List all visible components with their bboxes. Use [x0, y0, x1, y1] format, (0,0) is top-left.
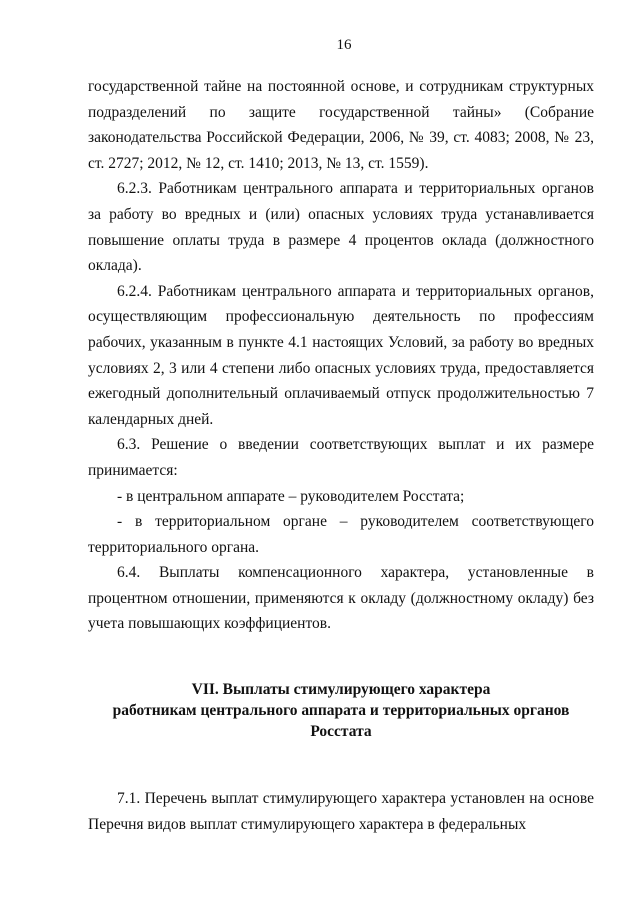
paragraph-continuation: государственной тайне на постоянной основе, и сотрудникам структурных подразделений по защите государственной тайны» (Собрание законодательства Российской Федерации, 2006, № 39, ст. 4083; 2008, № 23, ст. 2727; 2012, № 12, ст. 1410; 2013, № 13, ст. 1559).	[88, 78, 594, 172]
spacer	[88, 637, 594, 679]
list-item-central-apparatus: - в центральном аппарате – руководителем Росстата;	[117, 487, 465, 505]
paragraph-6-2-3: 6.2.3. Работникам центрального аппарата и территориальных органов за работу во вредных и (или) опасных условиях труда устанавливается повышение оплаты труда в размере 4 процентов оклада (должностного оклада).	[88, 180, 594, 275]
paragraph-6-3: 6.3. Решение о введении соответствующих выплат и их размере принимается:	[88, 436, 594, 479]
list-item-territorial-body: - в территориальном органе – руководителем соответствующего территориального органа.	[88, 513, 594, 556]
section-heading-line-1: VII. Выплаты стимулирующего характера	[191, 681, 491, 699]
section-heading	[88, 679, 594, 742]
paragraph-6-2-4: 6.2.4. Работникам центрального аппарата и территориальных органов, осуществляющим профессиональную деятельность по профессиям рабочих, указанным в пункте 4.1 настоящих Условий, за работу во вредных условиях 2, 3 или 4 степени либо опасных условиях труда, предоставляется ежегодный дополнительный оплачиваемый отпуск продолжительностью 7 календарных дней.	[88, 282, 594, 428]
paragraph-6-4: 6.4. Выплаты компенсационного характера, установленные в процентном отношении, применяются к окладу (должностному окладу) без учета повышающих коэффициентов.	[88, 564, 594, 633]
paragraph-7-1: 7.1. Перечень выплат стимулирующего характера установлен на основе Перечня видов выплат стимулирующего характера в федеральных	[88, 790, 594, 833]
page-number: 16	[336, 37, 352, 53]
spacer	[88, 742, 594, 786]
section-heading-line-2: работникам центрального аппарата и территориальных органов Росстата	[112, 702, 570, 741]
